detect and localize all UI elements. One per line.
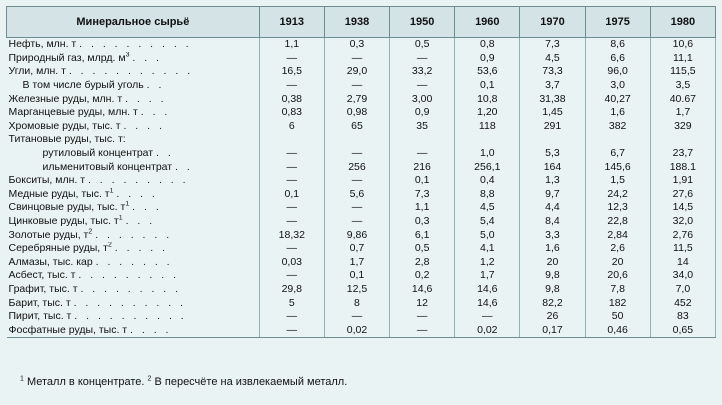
table-cell: —: [259, 269, 324, 283]
row-label: [7, 52, 260, 66]
row-label-text: В том числе бурый уголь: [22, 79, 144, 92]
table-cell: 31,38: [520, 92, 585, 106]
footnote-ref: 2: [88, 228, 93, 236]
row-label: [7, 283, 260, 297]
table-cell: 23,7: [650, 147, 715, 161]
row-label: [7, 215, 260, 229]
table-cell: 16,5: [259, 65, 324, 79]
table-cell: 0,2: [390, 269, 455, 283]
table-cell: —: [390, 52, 455, 66]
table-cell: 118: [455, 120, 520, 134]
row-label-text: Алмазы, тыс. кар: [8, 255, 93, 268]
row-label: [7, 79, 260, 93]
table-cell: 5,3: [520, 147, 585, 161]
table-cell: 20,6: [585, 269, 650, 283]
row-label: [7, 323, 260, 337]
table-header: [7, 7, 716, 38]
table-cell: 6,7: [585, 147, 650, 161]
table-cell: —: [324, 310, 389, 324]
table-cell: 2,79: [324, 92, 389, 106]
table-cell: 1,91: [650, 174, 715, 188]
table-cell: 2,6: [585, 242, 650, 256]
table-cell: 329: [650, 120, 715, 134]
row-label: [7, 160, 260, 174]
column-header-year: 1975: [585, 7, 650, 38]
table-cell: 4,5: [455, 201, 520, 215]
row-label-text: Серебряные руды, т: [8, 242, 108, 255]
row-label: [7, 201, 260, 215]
table-cell: 5,0: [455, 228, 520, 242]
row-label: [7, 147, 260, 161]
leader-dots: . . . . . . . . . .: [73, 296, 187, 309]
table-cell: 96,0: [585, 65, 650, 79]
leader-dots: . . . . . . .: [95, 228, 173, 241]
row-label-text: Хромовые руды, тыс. т: [8, 119, 121, 132]
column-header-year: 1960: [455, 7, 520, 38]
table-cell: 12: [390, 296, 455, 310]
table-cell: 188.1: [650, 160, 715, 174]
table-cell: 9,8: [520, 269, 585, 283]
footnote-ref: 3: [125, 51, 130, 59]
table-row: [7, 52, 716, 66]
table-cell: 18,32: [259, 228, 324, 242]
table-row: [7, 120, 716, 134]
table-cell: 32,0: [650, 215, 715, 229]
table-cell: 1,45: [520, 106, 585, 120]
table-cell: 11,5: [650, 242, 715, 256]
table-cell: [455, 133, 520, 147]
table-cell: 4,1: [455, 242, 520, 256]
row-label-text: Бокситы, млн. т: [8, 174, 86, 187]
table-cell: [585, 133, 650, 147]
table-cell: 0,17: [520, 323, 585, 337]
leader-dots: . . . . . . . . . . .: [68, 65, 194, 78]
row-label-text: Барит, тыс. т: [8, 296, 71, 309]
mineral-production-table: [6, 6, 716, 338]
table-cell: —: [259, 160, 324, 174]
table-cell: 0,1: [455, 79, 520, 93]
table-cell: —: [324, 174, 389, 188]
table-cell: 4,5: [520, 52, 585, 66]
row-label-text: Марганцевые руды, млн. т: [8, 106, 138, 119]
table-cell: 291: [520, 120, 585, 134]
table-cell: 8,4: [520, 215, 585, 229]
leader-dots: . . . . . . . . . .: [74, 310, 187, 323]
table-cell: 6,1: [390, 228, 455, 242]
leader-dots: . . . . . . .: [95, 255, 173, 268]
leader-dots: . . . .: [130, 323, 172, 336]
footnote-marker-2: 2: [147, 375, 152, 383]
table-row: [7, 65, 716, 79]
row-label: [7, 92, 260, 106]
leader-dots: . .: [156, 147, 174, 160]
table-cell: 256,1: [455, 160, 520, 174]
table-cell: 2,84: [585, 228, 650, 242]
table-cell: 7,3: [390, 188, 455, 202]
table-cell: [259, 133, 324, 147]
table-cell: 9,7: [520, 188, 585, 202]
column-header-year: 1913: [259, 7, 324, 38]
row-label-text: Пирит, тыс. т: [8, 310, 72, 323]
table-cell: 50: [585, 310, 650, 324]
table-cell: 8: [324, 296, 389, 310]
table-cell: 0,7: [324, 242, 389, 256]
table-cell: 14,6: [390, 283, 455, 297]
table-cell: [520, 133, 585, 147]
table-cell: 20: [520, 256, 585, 270]
table-cell: 4,4: [520, 201, 585, 215]
table-row: [7, 296, 716, 310]
leader-dots: . . .: [140, 106, 171, 119]
table-cell: —: [259, 310, 324, 324]
table-cell: 9,86: [324, 228, 389, 242]
row-label: [7, 106, 260, 120]
header-row: [7, 7, 716, 38]
row-label: [7, 310, 260, 324]
leader-dots: . . .: [132, 201, 162, 214]
row-label-text: Свинцовые руды, тыс. т: [8, 201, 126, 214]
row-label: [7, 174, 260, 188]
table-cell: 65: [324, 120, 389, 134]
row-label: [7, 65, 260, 79]
table-cell: 12,3: [585, 201, 650, 215]
table-cell: 10,6: [650, 38, 715, 52]
table-cell: 216: [390, 160, 455, 174]
table-cell: —: [259, 215, 324, 229]
table-row: [7, 174, 716, 188]
table-row: [7, 160, 716, 174]
leader-dots: . . . . .: [114, 242, 169, 255]
table-cell: 0,03: [259, 256, 324, 270]
table-cell: 0,9: [455, 52, 520, 66]
table-cell: 0,1: [324, 269, 389, 283]
row-label: [7, 120, 260, 134]
table-cell: 164: [520, 160, 585, 174]
table-row: [7, 106, 716, 120]
table-cell: 73,3: [520, 65, 585, 79]
table-cell: [390, 133, 455, 147]
table-cell: 0,1: [259, 188, 324, 202]
table-cell: 3,0: [585, 79, 650, 93]
table-row: [7, 38, 716, 52]
table-cell: 3,3: [520, 228, 585, 242]
row-label-text: рутиловый концентрат: [42, 147, 154, 160]
table-cell: 0,02: [324, 323, 389, 337]
row-label-text: Нефть, млн. т: [8, 38, 77, 51]
row-label: [7, 228, 260, 242]
table-row: [7, 323, 716, 337]
table-row: [7, 147, 716, 161]
leader-dots: . . . . . . . . .: [78, 269, 179, 282]
table-cell: —: [390, 79, 455, 93]
table-cell: 5: [259, 296, 324, 310]
row-label: [7, 296, 260, 310]
leader-dots: . .: [146, 79, 165, 92]
table-cell: —: [324, 147, 389, 161]
table-cell: 20: [585, 256, 650, 270]
footnote-ref: 1: [109, 187, 114, 195]
leader-dots: . . .: [132, 51, 162, 64]
row-label-text: Титановые руды, тыс. т:: [8, 133, 126, 146]
leader-dots: . . . .: [116, 187, 158, 200]
table-cell: 53,6: [455, 65, 520, 79]
table-cell: 40.67: [650, 92, 715, 106]
table-cell: 3,00: [390, 92, 455, 106]
table-cell: [650, 133, 715, 147]
table-cell: 0,1: [390, 174, 455, 188]
footnote-text-2: В пересчёте на извлекаемый металл.: [151, 376, 348, 388]
table-cell: 8,6: [585, 38, 650, 52]
table-cell: 29,8: [259, 283, 324, 297]
table-cell: 0,02: [455, 323, 520, 337]
table-cell: 12,5: [324, 283, 389, 297]
table-cell: —: [259, 174, 324, 188]
table-cell: 3,7: [520, 79, 585, 93]
table-cell: 1,6: [520, 242, 585, 256]
table-row: [7, 228, 716, 242]
table-cell: 0,3: [324, 38, 389, 52]
table-cell: 6: [259, 120, 324, 134]
table-cell: 145,6: [585, 160, 650, 174]
table-cell: —: [259, 201, 324, 215]
table-cell: 1,3: [520, 174, 585, 188]
table-cell: 82,2: [520, 296, 585, 310]
table-row: [7, 242, 716, 256]
table-cell: 1,0: [455, 147, 520, 161]
table-cell: 1,7: [650, 106, 715, 120]
table-cell: —: [259, 147, 324, 161]
table-cell: —: [259, 242, 324, 256]
table-cell: 27,6: [650, 188, 715, 202]
footnote-ref: 2: [107, 241, 112, 249]
footnote-text-1: Металл в концентрате.: [23, 376, 148, 388]
table-cell: 14,6: [455, 283, 520, 297]
table-cell: 83: [650, 310, 715, 324]
table-cell: —: [324, 201, 389, 215]
table-cell: 0,5: [390, 38, 455, 52]
table-cell: 2,8: [390, 256, 455, 270]
table-row: [7, 283, 716, 297]
footnote-marker-1: 1: [20, 375, 24, 383]
table-cell: —: [390, 310, 455, 324]
table-cell: 382: [585, 120, 650, 134]
row-label: [7, 133, 260, 147]
leader-dots: . . . . . . . . . .: [79, 38, 192, 51]
leader-dots: . . . . . . . . .: [80, 282, 182, 295]
column-header-year: 1970: [520, 7, 585, 38]
table-cell: 29,0: [324, 65, 389, 79]
table-cell: —: [324, 52, 389, 66]
table-cell: 0,98: [324, 106, 389, 120]
table-cell: 10,8: [455, 92, 520, 106]
table-cell: 1,6: [585, 106, 650, 120]
table-cell: 7,8: [585, 283, 650, 297]
table-cell: 9,8: [520, 283, 585, 297]
table-row: [7, 92, 716, 106]
table-cell: 22,8: [585, 215, 650, 229]
row-label-text: Золотые руды, т: [8, 228, 89, 241]
table-row: [7, 215, 716, 229]
table-cell: 452: [650, 296, 715, 310]
table-cell: —: [390, 323, 455, 337]
table-cell: 1,1: [259, 38, 324, 52]
table-cell: 0,46: [585, 323, 650, 337]
table-cell: 14,6: [455, 296, 520, 310]
row-label-text: Природный газ, млрд. м: [8, 51, 126, 64]
table-cell: 14: [650, 256, 715, 270]
table-cell: 6,6: [585, 52, 650, 66]
table-cell: 1,2: [455, 256, 520, 270]
table-cell: 40,27: [585, 92, 650, 106]
table-cell: —: [324, 79, 389, 93]
table-cell: 11,1: [650, 52, 715, 66]
column-header-material: Минеральное сырьё: [7, 7, 260, 38]
row-label-text: Цинковые руды, тыс. т: [8, 215, 119, 228]
row-label: [7, 188, 260, 202]
table-cell: 0,38: [259, 92, 324, 106]
table-cell: —: [324, 215, 389, 229]
table-cell: 0,8: [455, 38, 520, 52]
table-row: [7, 188, 716, 202]
table-row: [7, 201, 716, 215]
row-label: [7, 38, 260, 52]
leader-dots: . .: [175, 160, 193, 173]
table-cell: —: [455, 310, 520, 324]
row-label-text: Фосфатные руды, тыс. т: [8, 323, 128, 336]
table-cell: 1,1: [390, 201, 455, 215]
table-cell: 0,3: [390, 215, 455, 229]
footnote: [20, 376, 347, 388]
column-header-year: 1950: [390, 7, 455, 38]
table-cell: 5,6: [324, 188, 389, 202]
row-label: [7, 269, 260, 283]
table-cell: 0,9: [390, 106, 455, 120]
table-cell: 256: [324, 160, 389, 174]
table-cell: 0,4: [455, 174, 520, 188]
footnote-ref: 1: [125, 201, 130, 208]
footnote-ref: 1: [118, 214, 123, 222]
table-cell: 35: [390, 120, 455, 134]
table-cell: 1,5: [585, 174, 650, 188]
table-cell: 3,5: [650, 79, 715, 93]
leader-dots: . . . . . . . . .: [87, 174, 189, 187]
table-cell: —: [259, 79, 324, 93]
table-cell: 26: [520, 310, 585, 324]
table-cell: 5,4: [455, 215, 520, 229]
table-cell: 33,2: [390, 65, 455, 79]
table-cell: 0,65: [650, 323, 715, 337]
table-cell: 24,2: [585, 188, 650, 202]
table-row: [7, 256, 716, 270]
table-row: [7, 133, 716, 147]
table-cell: 1,20: [455, 106, 520, 120]
leader-dots: . . . .: [123, 119, 165, 132]
table-cell: [324, 133, 389, 147]
row-label-text: Медные руды, тыс. т: [8, 187, 110, 200]
table-cell: 0,5: [390, 242, 455, 256]
row-label-text: Железные руды, млн. т: [8, 92, 123, 105]
row-label-text: Угли, млн. т: [8, 65, 66, 78]
table-cell: 34,0: [650, 269, 715, 283]
table-cell: —: [259, 323, 324, 337]
leader-dots: . . .: [125, 215, 156, 228]
table-row: [7, 79, 716, 93]
row-label-text: ильменитовый концентрат: [42, 160, 173, 173]
row-label: [7, 242, 260, 256]
table-row: [7, 269, 716, 283]
table-cell: 182: [585, 296, 650, 310]
row-label-text: Асбест, тыс. т: [8, 269, 76, 282]
table-cell: 7,3: [520, 38, 585, 52]
table-cell: 1,7: [324, 256, 389, 270]
table-cell: 7,0: [650, 283, 715, 297]
table-cell: 115,5: [650, 65, 715, 79]
table-cell: 14,5: [650, 201, 715, 215]
row-label-text: Графит, тыс. т: [8, 282, 78, 295]
table-body: [7, 38, 716, 338]
table-cell: 2,76: [650, 228, 715, 242]
table-cell: —: [390, 147, 455, 161]
table-cell: —: [259, 52, 324, 66]
column-header-year: 1980: [650, 7, 715, 38]
table-cell: 1,7: [455, 269, 520, 283]
leader-dots: . . . .: [125, 92, 167, 105]
table-row: [7, 310, 716, 324]
row-label: [7, 256, 260, 270]
table-cell: 0,83: [259, 106, 324, 120]
column-header-year: 1938: [324, 7, 389, 38]
table-cell: 8,8: [455, 188, 520, 202]
